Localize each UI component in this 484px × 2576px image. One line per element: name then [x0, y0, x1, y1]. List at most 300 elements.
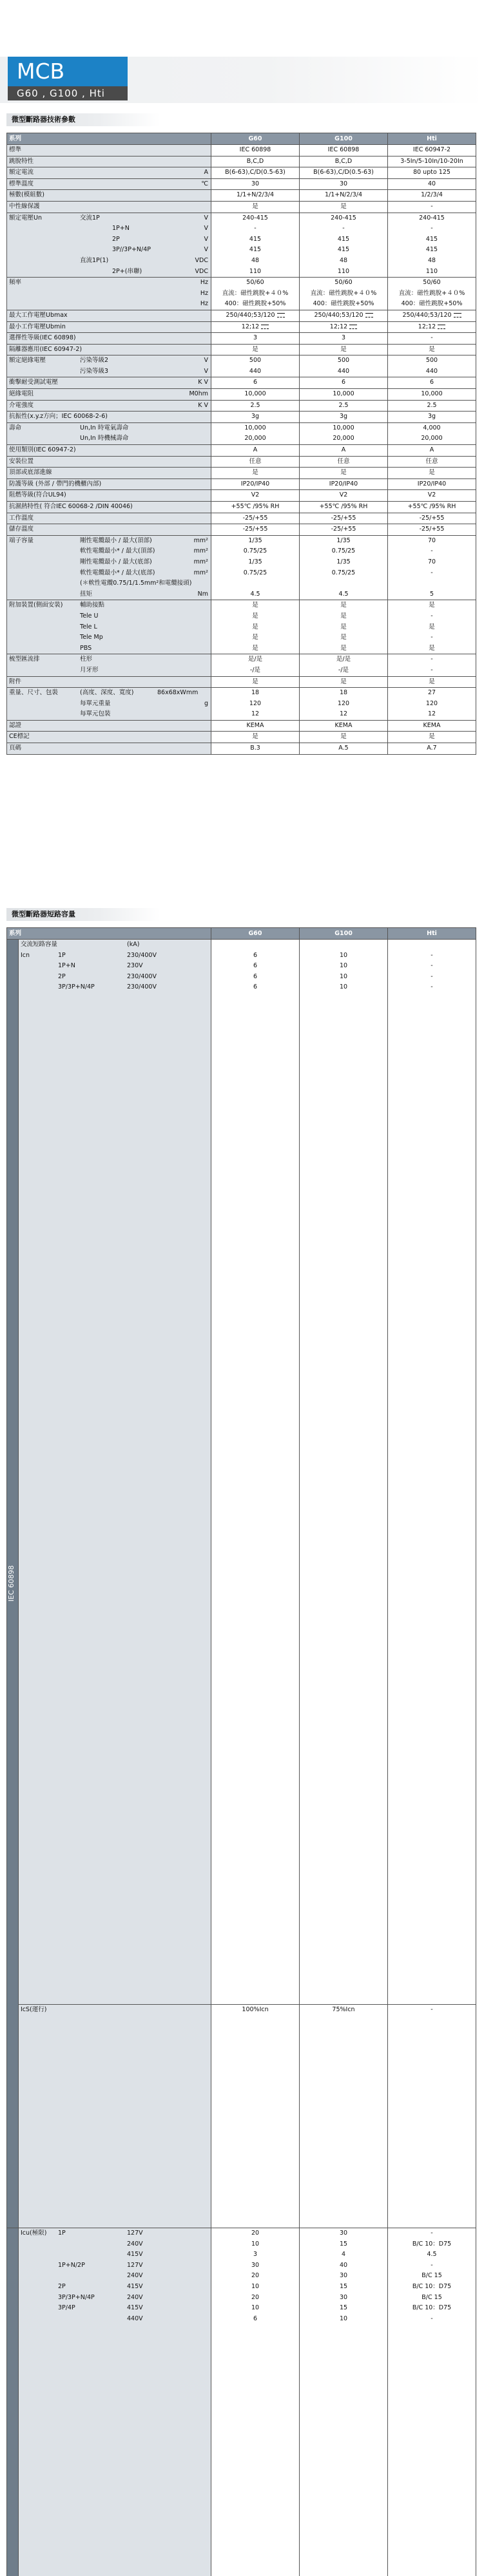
- label-line: [9, 278, 211, 289]
- value-line: 12: [211, 709, 299, 720]
- value-line: [388, 2303, 476, 2314]
- value-line: [300, 2005, 387, 2016]
- value-line: 250/440;53/120: [388, 310, 476, 321]
- table-row: [7, 156, 476, 167]
- table-row: [7, 720, 476, 732]
- label-sub: [58, 2282, 66, 2293]
- label-line: [21, 2303, 211, 2314]
- standard-label: [7, 940, 19, 2228]
- label-line: [9, 611, 211, 622]
- value-line: 是: [300, 677, 387, 688]
- value-cell: [388, 321, 476, 333]
- value-cell: [211, 524, 300, 536]
- label-main: 極數(模組數): [9, 190, 44, 201]
- label-detail: [127, 2239, 143, 2250]
- value-cell: [388, 688, 476, 721]
- label-line: [9, 322, 211, 333]
- value-line: 任意: [388, 457, 476, 468]
- row-label: [7, 732, 211, 743]
- label-line: [9, 632, 211, 643]
- value-line: 110: [211, 267, 299, 278]
- label-sub: [58, 2293, 95, 2304]
- value-line: -: [388, 951, 476, 961]
- table-row: [7, 190, 476, 202]
- value-line: 是: [300, 468, 387, 478]
- value-line: 3g: [300, 412, 387, 422]
- value-cell: [211, 502, 300, 513]
- value-line: 1/1+N/2/3/4: [211, 190, 299, 201]
- value-line: 1/2/3/4: [388, 190, 476, 201]
- row-label: [7, 478, 211, 490]
- value-line: 20,000: [300, 433, 387, 444]
- value-cell: [211, 513, 300, 524]
- value-line: 240-415: [211, 213, 299, 224]
- value-cell: [388, 2228, 476, 2576]
- label-line: [9, 546, 211, 557]
- value-line: 10: [300, 961, 387, 972]
- table-row: [7, 502, 476, 513]
- value-line: 240-415: [300, 213, 387, 224]
- value-line: 任意: [211, 457, 299, 468]
- row-label: [7, 720, 211, 732]
- label-main: 交流短路容量: [21, 940, 57, 951]
- value-line: -: [388, 972, 476, 983]
- table-row: [7, 732, 476, 743]
- value-line: 是: [300, 345, 387, 355]
- value-line: 1/1+N/2/3/4: [300, 190, 387, 201]
- value-line: 是/是: [300, 654, 387, 665]
- value-line: 415: [388, 245, 476, 256]
- label-line: [9, 213, 211, 224]
- label-main: 頻率: [9, 278, 21, 289]
- value-line: 是: [300, 202, 387, 213]
- tech-section-title: 微型斷路器技術參數: [6, 113, 160, 126]
- value-line: 0.75/25: [211, 568, 299, 579]
- value-line: 415: [388, 234, 476, 245]
- value-line: -25/+55: [388, 524, 476, 535]
- value-cell: [300, 468, 388, 479]
- label-detail: [127, 2303, 143, 2314]
- value-line: [388, 940, 476, 951]
- value-line: [388, 578, 476, 589]
- label-sub: Un,In 時電氣壽命: [80, 423, 128, 434]
- value-line: 直流：磁性跳脫+４０%: [211, 289, 299, 299]
- table-row: [7, 478, 476, 490]
- value-cell: [300, 377, 388, 389]
- label-sub: 2P: [58, 972, 66, 983]
- label-unit: Nm: [198, 589, 208, 600]
- table-row: [7, 743, 476, 755]
- label-sub: 柱形: [80, 654, 92, 665]
- value-cell: [211, 412, 300, 423]
- value-line: -/是: [211, 665, 299, 676]
- value-line: 是: [388, 622, 476, 633]
- row-label: [7, 600, 211, 654]
- value-line: IEC 60898: [300, 145, 387, 156]
- value-cell: [300, 178, 388, 190]
- label-detail: [127, 2228, 143, 2239]
- value-cell: [300, 524, 388, 536]
- value-cell: [211, 478, 300, 490]
- label-line: [9, 412, 211, 422]
- value-line: [211, 2293, 299, 2304]
- value-cell: [300, 743, 388, 755]
- value-cell: [388, 478, 476, 490]
- row-label: [19, 2228, 211, 2576]
- value-line: 2.5: [300, 401, 387, 412]
- header-col: G60: [211, 133, 300, 145]
- value-line: 是: [211, 202, 299, 213]
- label-unit: mm²: [194, 536, 208, 547]
- value-line: 6: [211, 377, 299, 388]
- value-line: 是: [211, 732, 299, 743]
- value-line: 415: [300, 245, 387, 256]
- label-unit: V: [204, 223, 209, 234]
- value-cell: [300, 535, 388, 600]
- value-cell: [300, 600, 388, 654]
- table-row: [7, 400, 476, 412]
- value-line: 240-415: [388, 213, 476, 224]
- row-label: [7, 278, 211, 310]
- row-label: [7, 490, 211, 502]
- value-line: IEC 60898: [211, 145, 299, 156]
- value-line: -25/+55: [300, 524, 387, 535]
- value-line: 10,000: [300, 389, 387, 400]
- label-line: [9, 665, 211, 676]
- value-line: 3g: [388, 412, 476, 422]
- value-line: 是: [300, 732, 387, 743]
- row-label: [7, 167, 211, 179]
- label-line: [9, 743, 211, 754]
- value-line: V2: [300, 490, 387, 501]
- dc-symbol-icon: [438, 325, 445, 329]
- value-cell: [388, 732, 476, 743]
- value-cell: [300, 145, 388, 156]
- value-cell: [211, 720, 300, 732]
- label-line: [9, 536, 211, 547]
- value-cell: [388, 502, 476, 513]
- label-line: [9, 333, 211, 344]
- value-line: 3: [300, 333, 387, 344]
- value-line: 50/60: [211, 278, 299, 289]
- value-line: 12;12: [211, 322, 299, 333]
- value-cell: [300, 156, 388, 167]
- label-sub: 2P+(串聯): [112, 267, 142, 278]
- label-detail: [127, 2314, 143, 2325]
- value-cell: [388, 654, 476, 676]
- label-main: 衝擊耐受測試電壓: [9, 377, 58, 388]
- tech-spec-table: [6, 133, 476, 755]
- value-cell: [211, 2005, 300, 2228]
- page-subtitle: G60 , G100 , Hti: [8, 86, 128, 100]
- table-row: [7, 654, 476, 676]
- table-row: [7, 422, 476, 444]
- label-detail: 230/400V: [127, 982, 157, 993]
- value-line: KEMA: [211, 721, 299, 732]
- label-main: 抗濕熱特性( 符合IEC 60068-2 /DIN 40046): [9, 502, 133, 513]
- value-line: -25/+55: [211, 524, 299, 535]
- value-line: [211, 2249, 299, 2260]
- value-line: 是: [388, 600, 476, 611]
- value-line: [300, 2260, 387, 2271]
- label-detail: [127, 2282, 143, 2293]
- row-label: [7, 156, 211, 167]
- row-label: [7, 743, 211, 755]
- value-cell: [388, 743, 476, 755]
- value-line: B(6-63),C/D(0.5-63): [300, 167, 387, 178]
- value-line: 6: [211, 951, 299, 961]
- value-line: V2: [211, 490, 299, 501]
- label-main: 額定電流: [9, 167, 34, 178]
- row-label: [7, 190, 211, 202]
- value-cell: [300, 720, 388, 732]
- value-line: 是: [211, 677, 299, 688]
- value-line: 400：磁性跳脫+50%: [388, 299, 476, 310]
- value-cell: [300, 513, 388, 524]
- label-line: [9, 732, 211, 743]
- value-cell: [300, 688, 388, 721]
- value-cell: [388, 400, 476, 412]
- label-sub: 輔助接點: [80, 600, 104, 611]
- label-sub: 3P/3P+N/4P: [58, 982, 95, 993]
- value-line: 是: [388, 732, 476, 743]
- value-line: 是: [211, 468, 299, 478]
- label-line: [21, 2249, 211, 2260]
- label-sub: 1P+N: [58, 961, 75, 972]
- row-label: [7, 513, 211, 524]
- label-line: [21, 961, 211, 972]
- row-label: [7, 422, 211, 444]
- label-detail: [127, 2293, 143, 2304]
- label-line: [9, 355, 211, 366]
- label-unit: Hz: [200, 278, 208, 289]
- value-cell: [388, 344, 476, 355]
- label-unit: Hz: [200, 289, 208, 299]
- table-row: [7, 490, 476, 502]
- value-cell: [300, 478, 388, 490]
- value-line: [388, 2271, 476, 2282]
- value-cell: [388, 201, 476, 213]
- label-sub: 每單元重量: [80, 699, 111, 710]
- table-row: [7, 167, 476, 179]
- value-cell: [211, 145, 300, 156]
- value-line: [388, 2228, 476, 2239]
- label-line: [21, 972, 211, 983]
- value-cell: [211, 190, 300, 202]
- label-line: [9, 502, 211, 513]
- value-cell: [211, 468, 300, 479]
- value-line: [211, 578, 299, 589]
- value-line: 是: [388, 345, 476, 355]
- value-cell: [300, 167, 388, 179]
- header-col: Hti: [388, 133, 476, 145]
- label-sub: 3P//3P+N/4P: [112, 245, 151, 256]
- value-line: 2.5: [211, 401, 299, 412]
- table-row: [7, 278, 476, 310]
- value-cell: [211, 333, 300, 345]
- value-cell: [388, 445, 476, 457]
- value-cell: [388, 2005, 476, 2228]
- value-line: 70: [388, 557, 476, 568]
- label-sub: [58, 2228, 66, 2239]
- label-line: [9, 167, 211, 178]
- label-main: 工作溫度: [9, 513, 34, 524]
- table-row: [7, 145, 476, 156]
- header-col: G100: [300, 133, 388, 145]
- label-main: [21, 2005, 46, 2016]
- value-cell: [388, 600, 476, 654]
- row-label: [7, 389, 211, 401]
- value-line: 110: [388, 267, 476, 278]
- label-line: [9, 223, 211, 234]
- header-series-label: 系列: [7, 133, 211, 145]
- label-line: [9, 345, 211, 355]
- value-cell: [388, 145, 476, 156]
- value-line: -: [388, 202, 476, 213]
- label-sub: Un,In 時機械壽命: [80, 433, 128, 444]
- label-sub: 直流1P(1): [80, 256, 108, 267]
- value-cell: [388, 456, 476, 468]
- dc-symbol-icon: [277, 313, 285, 317]
- label-line: [9, 190, 211, 201]
- value-cell: [211, 213, 300, 278]
- value-line: A: [211, 445, 299, 456]
- header-series-label: 系列: [7, 928, 211, 940]
- label-unit: VDC: [195, 267, 208, 278]
- label-main: 中性線保護: [9, 202, 40, 213]
- row-label: [7, 310, 211, 321]
- value-line: 27: [388, 688, 476, 699]
- value-line: 110: [300, 267, 387, 278]
- value-line: 是: [211, 622, 299, 633]
- value-line: [300, 2293, 387, 2304]
- value-cell: [300, 940, 388, 2005]
- value-line: [388, 2282, 476, 2293]
- value-cell: [300, 502, 388, 513]
- label-line: [9, 245, 211, 256]
- label-main: 絕緣電阻: [9, 389, 34, 400]
- label-detail: 86x68xWmm: [157, 688, 198, 699]
- value-line: 10: [300, 972, 387, 983]
- label-line: [9, 699, 211, 710]
- label-sub: [58, 2303, 75, 2314]
- value-line: B,C,D: [300, 156, 387, 167]
- value-cell: [300, 676, 388, 688]
- value-line: 10,000: [388, 389, 476, 400]
- label-sub: PBS: [80, 643, 92, 654]
- value-cell: [211, 377, 300, 389]
- label-sub: 1P: [58, 951, 66, 961]
- value-line: 0.75/25: [211, 546, 299, 557]
- row-label: [7, 201, 211, 213]
- value-cell: [211, 688, 300, 721]
- value-line: -: [388, 333, 476, 344]
- label-main: 額定電壓Un: [9, 213, 42, 224]
- value-cell: [211, 676, 300, 688]
- value-line: 是/是: [211, 654, 299, 665]
- row-label: [7, 412, 211, 423]
- value-line: 500: [300, 355, 387, 366]
- label-line: [9, 289, 211, 299]
- label-main: 介電強度: [9, 401, 34, 412]
- value-line: A.7: [388, 743, 476, 754]
- row-label: [7, 178, 211, 190]
- label-main: 頂部或底部進線: [9, 468, 52, 478]
- value-line: -/是: [300, 665, 387, 676]
- label-detail: 230/400V: [127, 972, 157, 983]
- value-line: +55℃ /95% RH: [300, 502, 387, 513]
- value-cell: [388, 178, 476, 190]
- label-sub: [58, 2260, 85, 2271]
- value-line: 0.75/25: [300, 568, 387, 579]
- row-label: [7, 688, 211, 721]
- table-row: [7, 524, 476, 536]
- table-row: [7, 2228, 476, 2576]
- label-detail: (kA): [127, 940, 139, 951]
- label-line: [9, 709, 211, 720]
- value-cell: [300, 2228, 388, 2576]
- label-unit: A: [204, 167, 209, 178]
- table-row: [7, 456, 476, 468]
- value-line: 3: [211, 333, 299, 344]
- value-line: 415: [211, 234, 299, 245]
- label-line: [9, 578, 211, 589]
- value-cell: [388, 310, 476, 321]
- value-line: [211, 2260, 299, 2271]
- value-cell: [211, 355, 300, 377]
- value-line: [211, 2005, 299, 2016]
- value-line: -: [300, 223, 387, 234]
- row-label: [7, 355, 211, 377]
- row-label: [7, 344, 211, 355]
- value-cell: [388, 720, 476, 732]
- label-main: 儲存溫度: [9, 524, 34, 535]
- value-cell: [300, 389, 388, 401]
- value-line: [211, 940, 299, 951]
- value-line: -: [388, 665, 476, 676]
- label-line: [21, 2005, 211, 2016]
- value-line: -25/+55: [300, 513, 387, 524]
- value-line: 10,000: [300, 423, 387, 434]
- label-main: 額定絕緣電壓: [9, 355, 46, 366]
- label-sub: 污染等級3: [80, 366, 108, 377]
- label-main: [21, 2228, 46, 2239]
- row-label: [7, 654, 211, 676]
- label-main: 抗振性(x.y.z方向；IEC 60068-2-6): [9, 412, 108, 422]
- value-cell: [388, 513, 476, 524]
- value-line: [300, 2314, 387, 2325]
- standard-label: [7, 2228, 19, 2576]
- label-unit: V: [204, 234, 209, 245]
- value-cell: [211, 743, 300, 755]
- value-cell: [211, 654, 300, 676]
- value-cell: [300, 201, 388, 213]
- value-cell: [300, 400, 388, 412]
- value-cell: [388, 412, 476, 423]
- value-line: 30: [211, 179, 299, 190]
- value-line: 6: [211, 972, 299, 983]
- value-cell: [211, 732, 300, 743]
- value-line: 2.5: [388, 401, 476, 412]
- value-cell: [211, 310, 300, 321]
- label-main: 防護等級 (外部 / 帶門的機櫃內部): [9, 479, 101, 490]
- value-line: -25/+55: [388, 513, 476, 524]
- value-line: [300, 2228, 387, 2239]
- label-line: [9, 557, 211, 568]
- value-line: [211, 2303, 299, 2314]
- value-cell: [211, 321, 300, 333]
- label-sub: 剛性電纜最小 / 最大(底部): [80, 557, 152, 568]
